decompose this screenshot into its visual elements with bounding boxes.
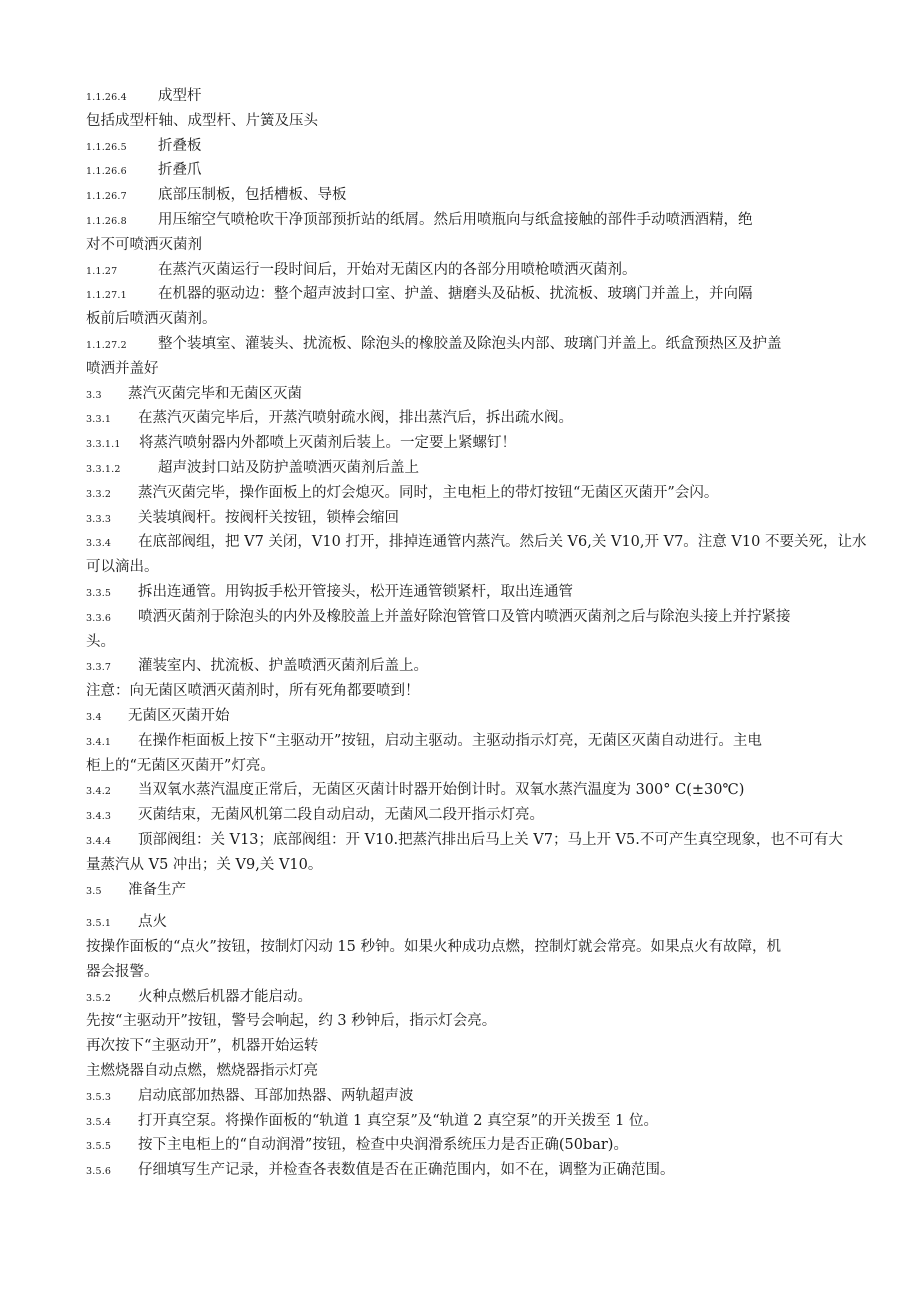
- section-number: 1.1.27: [86, 265, 118, 277]
- section-number: 3.5: [86, 885, 102, 897]
- heading-3-3: [86, 382, 838, 407]
- heading-1-1-26-5: [86, 134, 838, 159]
- line-text: 仔细填写生产记录，并检查各表数值是否在正确范围内，如不在，调整为正确范围。: [138, 1162, 675, 1179]
- line-text: 当双氧水蒸汽温度正常后，无菌区灭菌计时器开始倒计时。双氧水蒸汽温度为 300° C(±30℃): [138, 782, 745, 799]
- heading-3-5-6: [86, 1158, 838, 1183]
- line-text: 再次按下“主驱动开”，机器开始运转: [86, 1038, 319, 1055]
- section-number: 3.4: [86, 711, 102, 723]
- line-text: 头。: [86, 633, 115, 650]
- line-text: 按操作面板的“点火”按钮，按制灯闪动 15 秒钟。如果火种成功点燃，控制灯就会常亮。如果点火有故障，机: [86, 939, 781, 956]
- paragraph-line: [86, 357, 838, 382]
- line-text: 量蒸汽从 V5 冲出；关 V9,关 V10。: [86, 856, 323, 873]
- paragraph-line: [86, 233, 838, 258]
- section-number: 3.5.5: [86, 1141, 112, 1153]
- section-number: 3.3.6: [86, 612, 112, 624]
- line-text: 主燃烧器自动点燃，燃烧器指示灯亮: [86, 1063, 318, 1080]
- section-number: 3.4.2: [86, 786, 112, 798]
- paragraph-line: [86, 754, 838, 779]
- line-text: 注意：向无菌区喷洒灭菌剂时，所有死角都要喷到！: [86, 683, 420, 700]
- section-number: 1.1.26.8: [86, 215, 127, 227]
- section-number: 3.3.1: [86, 414, 112, 426]
- line-text: 折叠板: [158, 137, 202, 154]
- line-text: 在蒸汽灭菌完毕后，开蒸汽喷射疏水阀，排出蒸汽后，拆出疏水阀。: [138, 410, 573, 427]
- section-number: 1.1.27.1: [86, 290, 127, 302]
- line-text: 先按“主驱动开”按钮，警号会响起，约 3 秒钟后，指示灯会亮。: [86, 1013, 497, 1030]
- paragraph-line: [86, 555, 838, 580]
- paragraph-line: [86, 1059, 838, 1084]
- heading-1-1-26-4: [86, 84, 838, 109]
- heading-3-3-7: [86, 654, 838, 679]
- heading-1-1-27: [86, 258, 838, 283]
- section-number: 1.1.26.4: [86, 92, 127, 103]
- section-number: 3.3.7: [86, 662, 112, 674]
- paragraph-line: [86, 1034, 838, 1059]
- line-text: 喷洒灭菌剂于除泡头的内外及橡胶盖上并盖好除泡管管口及管内喷洒灭菌剂之后与除泡头接上并拧紧接: [138, 608, 791, 625]
- line-text: 成型杆: [158, 88, 202, 104]
- line-text: 折叠爪: [158, 162, 202, 179]
- heading-3-4: [86, 704, 838, 729]
- line-text: 打开真空泵。将操作面板的“轨道 1 真空泵”及“轨道 2 真空泵”的开关拨至 1 位。: [138, 1112, 658, 1129]
- paragraph-line: [86, 307, 838, 332]
- section-number: 1.1.27.2: [86, 339, 127, 351]
- section-number: 3.4.3: [86, 811, 112, 823]
- line-text: 按下主电柜上的“自动润滑”按钮，检查中央润滑系统压力是否正确(50bar)。: [138, 1137, 628, 1154]
- heading-3-4-2: [86, 778, 838, 803]
- heading-3-4-4: [86, 828, 843, 853]
- paragraph-line: [86, 109, 838, 134]
- section-number: 3.3.1.2: [86, 463, 121, 475]
- line-text: 拆出连通管。用钩扳手松开管接头，松开连通管锁紧杆，取出连通管: [138, 583, 573, 600]
- heading-1-1-26-7: [86, 183, 838, 208]
- line-text: 超声波封口站及防护盖喷洒灭菌剂后盖上: [158, 459, 419, 476]
- section-number: 3.5.3: [86, 1091, 112, 1103]
- heading-3-5-5: [86, 1133, 838, 1158]
- heading-3-5-1: [86, 910, 838, 935]
- heading-1-1-27-2: [86, 332, 838, 357]
- heading-3-3-1: [86, 406, 838, 431]
- paragraph-line: [86, 1009, 838, 1034]
- heading-3-3-1-1: [86, 431, 838, 456]
- section-number: 3.5.1: [86, 918, 112, 930]
- line-text: 底部压制板，包括槽板、导板: [158, 187, 347, 204]
- heading-3-3-3: [86, 506, 838, 531]
- paragraph-line: [86, 630, 838, 655]
- line-text: 器会报警。: [86, 963, 159, 980]
- section-number: 3.5.6: [86, 1166, 112, 1178]
- heading-3-4-1: [86, 729, 838, 754]
- heading-3-3-6: [86, 605, 838, 630]
- line-text: 板前后喷洒灭菌剂。: [86, 311, 217, 328]
- line-text: 喷洒并盖好: [86, 360, 159, 377]
- heading-3-3-1-2: [86, 456, 838, 481]
- section-number: 3.3.1.1: [86, 439, 121, 451]
- section-number: 3.5.2: [86, 992, 112, 1004]
- paragraph-line: [86, 935, 838, 960]
- heading-3-5: [86, 878, 838, 903]
- heading-1-1-27-1: [86, 282, 838, 307]
- heading-3-5-4: [86, 1109, 838, 1134]
- line-text: 蒸汽灭菌完毕和无菌区灭菌: [128, 385, 302, 402]
- line-text: 用压缩空气喷枪吹干净顶部预折站的纸屑。然后用喷瓶向与纸盒接触的部件手动喷洒酒精，绝: [158, 211, 753, 228]
- section-number: 1.1.26.7: [86, 191, 127, 203]
- line-text: 将蒸汽喷射器内外都喷上灭菌剂后装上。一定要上紧螺钉！: [139, 435, 516, 452]
- heading-3-3-2: [86, 481, 838, 506]
- paragraph-line: [86, 960, 838, 985]
- line-text: 无菌区灭菌开始: [128, 707, 230, 724]
- line-text: 蒸汽灭菌完毕，操作面板上的灯会熄灭。同时，主电柜上的带灯按钮“无菌区灭菌开”会闪。: [138, 484, 719, 501]
- heading-3-3-5: [86, 580, 838, 605]
- section-number: 3.3.5: [86, 587, 112, 599]
- line-text: 在操作柜面板上按下“主驱动开”按钮，启动主驱动。主驱动指示灯亮，无菌区灭菌自动进行。主电: [138, 732, 762, 749]
- line-text: 火种点燃后机器才能启动。: [138, 988, 312, 1005]
- heading-1-1-26-6: [86, 158, 838, 183]
- line-text: 灭菌结束，无菌风机第二段自动启动，无菌风二段开指示灯亮。: [138, 807, 544, 824]
- line-text: 在蒸汽灭菌运行一段时间后，开始对无菌区内的各部分用喷枪喷洒灭菌剂。: [158, 261, 637, 278]
- line-text: 柜上的“无菌区灭菌开”灯亮。: [86, 757, 275, 774]
- paragraph-line: [86, 853, 838, 878]
- line-text: 点火: [138, 914, 167, 931]
- heading-1-1-26-8: [86, 208, 838, 233]
- heading-3-4-3: [86, 803, 838, 828]
- section-number: 3.4.4: [86, 835, 112, 847]
- section-number: 1.1.26.5: [86, 141, 127, 153]
- line-text: 灌装室内、扰流板、护盖喷洒灭菌剂后盖上。: [138, 658, 428, 675]
- line-text: 整个装填室、灌装头、扰流板、除泡头的橡胶盖及除泡头内部、玻璃门并盖上。纸盒预热区及护盖: [158, 335, 782, 352]
- heading-3-3-4: [86, 530, 867, 555]
- section-number: 1.1.26.6: [86, 166, 127, 178]
- section-number: 3.3.3: [86, 513, 112, 525]
- section-number: 3.3.2: [86, 488, 112, 500]
- line-text: 启动底部加热器、耳部加热器、两轨超声波: [138, 1087, 414, 1104]
- line-text: 可以滴出。: [86, 559, 159, 576]
- line-text: 准备生产: [128, 881, 186, 898]
- document-page: [86, 84, 867, 1183]
- line-text: 在底部阀组，把 V7 关闭，V10 打开，排掉连通管内蒸汽。然后关 V6,关 V10,开 V7。注意 V10 不要关死，让水: [138, 534, 867, 551]
- section-number: 3.4.1: [86, 736, 112, 748]
- section-number: 3.3.4: [86, 538, 112, 550]
- line-text: 在机器的驱动边：整个超声波封口室、护盖、搪磨头及砧板、扰流板、玻璃门并盖上，并向隔: [158, 286, 753, 303]
- note-line: [86, 679, 838, 704]
- heading-3-5-2: [86, 985, 838, 1010]
- section-number: 3.5.4: [86, 1116, 112, 1128]
- section-number: 3.3: [86, 389, 102, 401]
- line-text: 关装填阀杆。按阀杆关按钮，锁棒会缩回: [138, 509, 399, 526]
- line-text: 顶部阀组：关 V13；底部阀组：开 V10.把蒸汽排出后马上关 V7；马上开 V5.不可产生真空现象，也不可有大: [138, 831, 843, 848]
- line-text: 对不可喷洒灭菌剂: [86, 236, 202, 253]
- spacer: [86, 902, 838, 910]
- line-text: 包括成型杆轴、成型杆、片簧及压头: [86, 112, 318, 129]
- heading-3-5-3: [86, 1084, 838, 1109]
